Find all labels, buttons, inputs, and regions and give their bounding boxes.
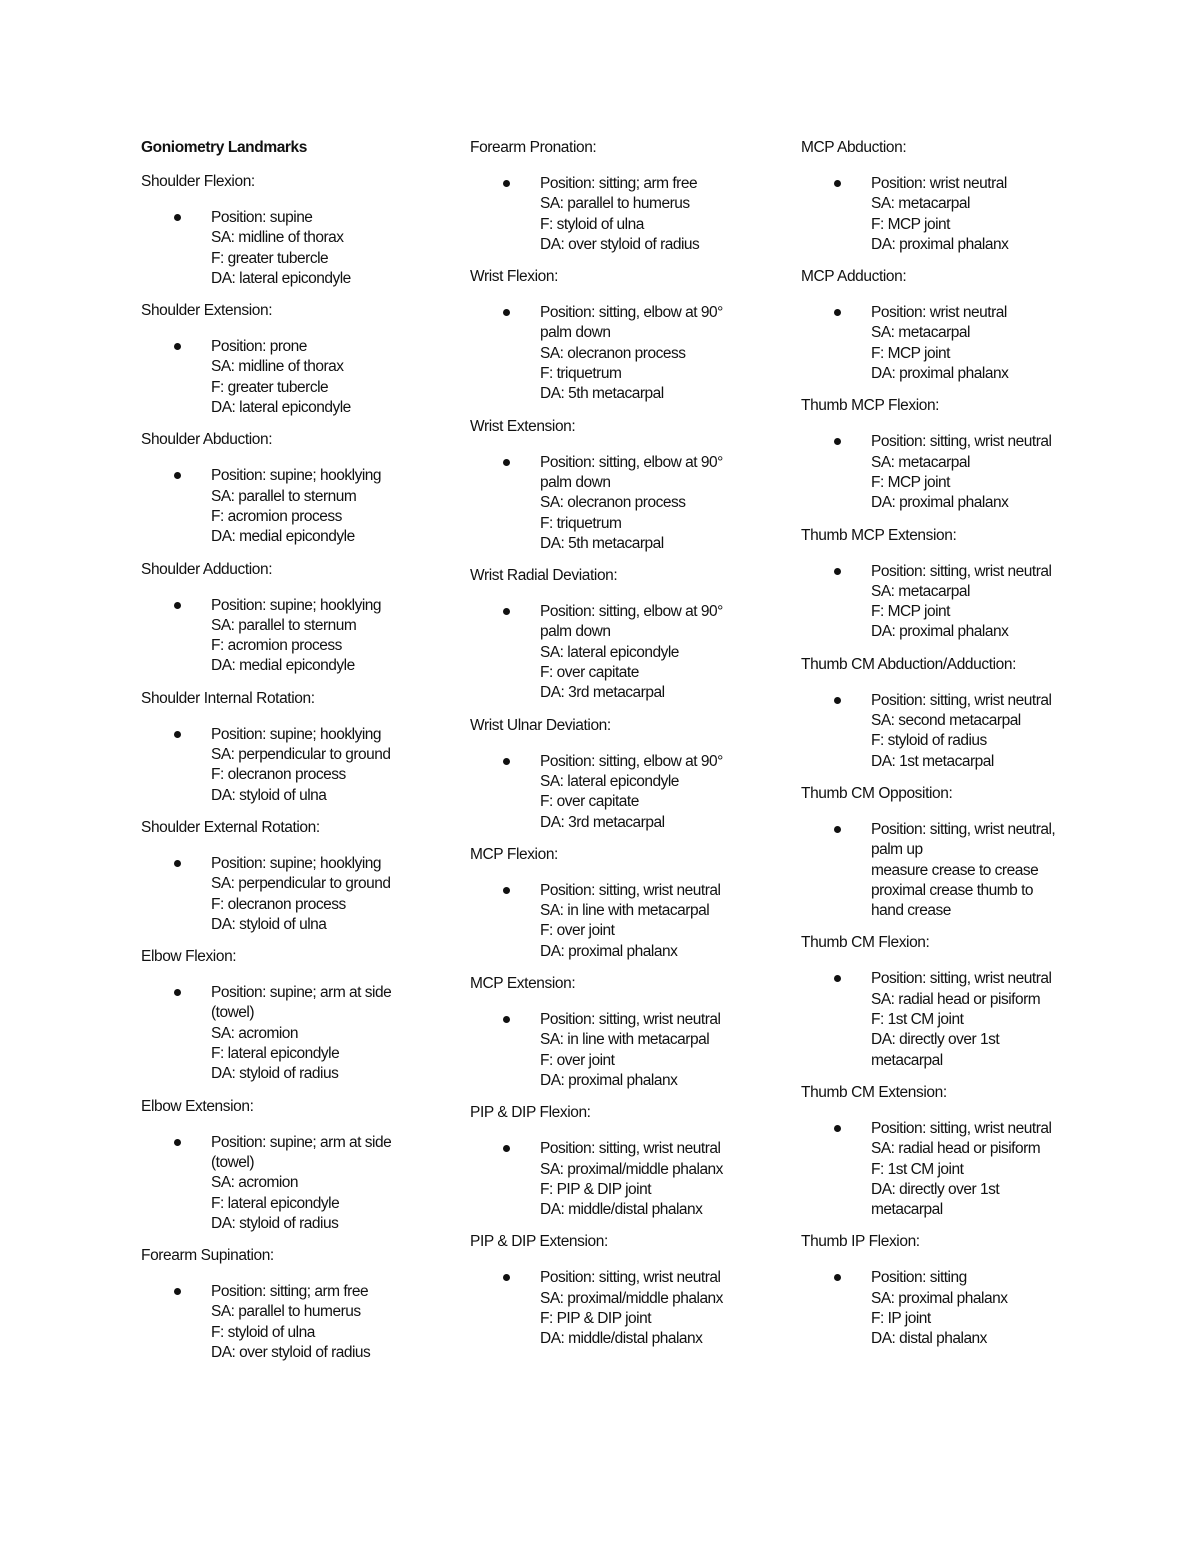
- detail-line: Position: sitting, wrist neutral,: [871, 820, 1056, 838]
- detail-line: F: lateral epicondyle: [211, 1194, 340, 1212]
- detail-line: F: 1st CM joint: [871, 1011, 964, 1029]
- section-heading: Shoulder Abduction:: [141, 431, 273, 449]
- bullet-item: [141, 1282, 441, 1363]
- detail-line: SA: metacarpal: [871, 582, 970, 600]
- bullet-icon: [834, 309, 841, 316]
- section-heading: Thumb CM Flexion:: [801, 934, 930, 952]
- section-heading: Thumb MCP Extension:: [801, 526, 957, 544]
- section-heading: Wrist Extension:: [470, 417, 576, 435]
- bullet-icon: [503, 459, 510, 466]
- detail-line: Position: wrist neutral: [871, 304, 1007, 322]
- bullet-icon: [174, 214, 181, 221]
- section-heading: MCP Abduction:: [801, 139, 907, 156]
- bullet-icon: [834, 568, 841, 575]
- section-heading: Elbow Extension:: [141, 1097, 254, 1115]
- detail-line: DA: over styloid of radius: [540, 235, 700, 253]
- detail-line: SA: midline of thorax: [211, 229, 344, 247]
- detail-line: F: over capitate: [540, 664, 639, 682]
- section-heading: Shoulder Internal Rotation:: [141, 689, 315, 707]
- detail-line: F: triquetrum: [540, 514, 622, 532]
- detail-line: DA: 3rd metacarpal: [540, 684, 665, 702]
- landmark-section: [801, 784, 1101, 921]
- detail-line: F: over joint: [540, 922, 615, 940]
- detail-line: F: greater tubercle: [211, 249, 329, 267]
- detail-line: SA: acromion: [211, 1174, 299, 1192]
- detail-line: Position: sitting, wrist neutral: [871, 691, 1052, 709]
- detail-line: DA: lateral epicondyle: [211, 399, 351, 417]
- detail-line: Position: supine; hooklying: [211, 725, 382, 743]
- section-heading: Shoulder Adduction:: [141, 560, 273, 578]
- section-heading: Thumb MCP Flexion:: [801, 397, 940, 415]
- section-heading: Forearm Supination:: [141, 1247, 274, 1265]
- bullet-item: [141, 1133, 441, 1234]
- landmark-section: [801, 138, 1101, 255]
- bullet-icon: [503, 887, 510, 894]
- landmark-section: [801, 526, 1101, 643]
- detail-line: Position: supine; hooklying: [211, 596, 382, 614]
- landmark-section: [470, 716, 770, 833]
- detail-line: palm down: [540, 324, 611, 342]
- section-heading: Shoulder External Rotation:: [141, 818, 320, 836]
- detail-line: DA: 5th metacarpal: [540, 385, 664, 403]
- landmark-section: [470, 267, 770, 404]
- detail-line: Position: sitting, wrist neutral: [871, 970, 1052, 988]
- detail-line: DA: styloid of radius: [211, 1065, 339, 1083]
- bullet-icon: [834, 1274, 841, 1281]
- landmark-section: [141, 689, 441, 806]
- detail-line: Position: sitting, wrist neutral: [871, 1119, 1052, 1137]
- detail-line: F: olecranon process: [211, 766, 346, 784]
- landmark-section: [141, 560, 441, 677]
- landmark-section: [141, 1097, 441, 1234]
- detail-line: DA: medial epicondyle: [211, 657, 355, 675]
- landmark-section: [141, 430, 441, 547]
- bullet-item: [801, 562, 1101, 643]
- detail-line: SA: in line with metacarpal: [540, 1031, 710, 1049]
- bullet-icon: [174, 343, 181, 350]
- detail-line: F: IP joint: [871, 1309, 931, 1327]
- detail-line: SA: acromion: [211, 1024, 299, 1042]
- detail-line: DA: proximal phalanx: [871, 494, 1009, 512]
- bullet-icon: [174, 1139, 181, 1146]
- bullet-item: [801, 174, 1101, 255]
- landmark-section: [141, 172, 441, 289]
- detail-line: DA: proximal phalanx: [540, 942, 678, 960]
- section-heading: PIP & DIP Extension:: [470, 1233, 608, 1251]
- section-heading: MCP Flexion:: [470, 845, 558, 863]
- bullet-icon: [834, 1125, 841, 1132]
- detail-line: Position: sitting; arm free: [540, 175, 698, 192]
- section-heading: Elbow Flexion:: [141, 948, 237, 966]
- section-heading: MCP Adduction:: [801, 268, 907, 286]
- detail-line: palm up: [871, 841, 923, 859]
- detail-line: DA: 3rd metacarpal: [540, 813, 665, 831]
- bullet-item: [470, 1268, 770, 1349]
- bullet-item: [141, 983, 441, 1084]
- detail-line: F: triquetrum: [540, 365, 622, 383]
- section-heading: Wrist Ulnar Deviation:: [470, 716, 611, 734]
- section-heading: PIP & DIP Flexion:: [470, 1104, 591, 1122]
- landmark-section: [801, 933, 1101, 1070]
- detail-line: SA: in line with metacarpal: [540, 902, 710, 920]
- detail-line: F: PIP & DIP joint: [540, 1180, 652, 1198]
- bullet-item: [801, 691, 1101, 772]
- detail-line: Position: supine; arm at side: [211, 1133, 392, 1151]
- detail-line: SA: olecranon process: [540, 344, 686, 362]
- bullet-icon: [174, 472, 181, 479]
- landmark-section: [141, 301, 441, 418]
- detail-line: Position: supine: [211, 209, 313, 226]
- detail-line: hand crease: [871, 902, 951, 920]
- detail-line: DA: proximal phalanx: [871, 365, 1009, 383]
- detail-line: SA: metacarpal: [871, 324, 970, 342]
- bullet-item: [470, 1139, 770, 1220]
- bullet-icon: [174, 989, 181, 996]
- bullet-item: [470, 174, 770, 255]
- detail-line: F: styloid of ulna: [211, 1323, 315, 1341]
- detail-line: DA: middle/distal phalanx: [540, 1201, 703, 1219]
- detail-line: SA: perpendicular to ground: [211, 875, 391, 893]
- bullet-icon: [174, 860, 181, 867]
- detail-line: metacarpal: [871, 1201, 943, 1219]
- detail-line: SA: parallel to sternum: [211, 616, 357, 634]
- section-heading: Shoulder Extension:: [141, 302, 273, 320]
- detail-line: F: acromion process: [211, 507, 342, 525]
- landmark-section: [141, 1246, 441, 1363]
- detail-line: Position: sitting: [871, 1269, 967, 1287]
- bullet-item: [801, 969, 1101, 1070]
- bullet-item: [470, 752, 770, 833]
- detail-line: DA: proximal phalanx: [871, 623, 1009, 641]
- detail-line: proximal crease thumb to: [871, 881, 1034, 899]
- bullet-item: [801, 1268, 1101, 1349]
- section-heading: Thumb CM Abduction/Adduction:: [801, 655, 1016, 673]
- detail-line: DA: proximal phalanx: [540, 1071, 678, 1089]
- bullet-item: [801, 1119, 1101, 1220]
- bullet-icon: [503, 758, 510, 765]
- bullet-item: [470, 303, 770, 404]
- bullet-item: [141, 208, 441, 289]
- detail-line: SA: radial head or pisiform: [871, 1140, 1041, 1158]
- detail-line: F: acromion process: [211, 637, 342, 655]
- detail-line: F: PIP & DIP joint: [540, 1309, 652, 1327]
- detail-line: Position: sitting, elbow at 90°: [540, 304, 723, 322]
- detail-line: SA: parallel to humerus: [540, 195, 690, 213]
- detail-line: F: MCP joint: [871, 473, 950, 491]
- detail-line: DA: directly over 1st: [871, 1031, 1000, 1049]
- detail-line: Position: sitting, wrist neutral: [871, 433, 1052, 451]
- bullet-icon: [834, 180, 841, 187]
- document-title: Goniometry Landmarks: [141, 139, 307, 156]
- detail-line: F: MCP joint: [871, 215, 950, 233]
- detail-line: F: MCP joint: [871, 344, 950, 362]
- bullet-icon: [834, 826, 841, 833]
- detail-line: DA: styloid of ulna: [211, 915, 327, 933]
- bullet-icon: [174, 731, 181, 738]
- bullet-item: [470, 453, 770, 554]
- detail-line: DA: directly over 1st: [871, 1180, 1000, 1198]
- bullet-icon: [834, 975, 841, 982]
- detail-line: Position: sitting, elbow at 90°: [540, 453, 723, 471]
- section-heading: Forearm Pronation:: [470, 139, 597, 156]
- column-3: [801, 138, 1101, 1362]
- detail-line: (towel): [211, 1004, 255, 1022]
- bullet-item: [470, 602, 770, 703]
- detail-line: Position: sitting, wrist neutral: [540, 881, 721, 899]
- bullet-icon: [174, 602, 181, 609]
- detail-line: DA: proximal phalanx: [871, 235, 1009, 253]
- detail-line: F: lateral epicondyle: [211, 1045, 340, 1063]
- bullet-icon: [174, 1288, 181, 1295]
- detail-line: Position: sitting, elbow at 90°: [540, 752, 723, 770]
- section-heading: Thumb CM Opposition:: [801, 784, 953, 802]
- column-2: [470, 138, 770, 1362]
- landmark-section: [470, 1103, 770, 1220]
- bullet-icon: [503, 608, 510, 615]
- section-heading: Shoulder Flexion:: [141, 173, 255, 190]
- landmark-section: [801, 1232, 1101, 1349]
- bullet-icon: [503, 1145, 510, 1152]
- detail-line: F: MCP joint: [871, 603, 950, 621]
- detail-line: SA: proximal/middle phalanx: [540, 1160, 723, 1178]
- landmark-section: [470, 1232, 770, 1349]
- landmark-section: [470, 138, 770, 255]
- detail-line: Position: wrist neutral: [871, 175, 1007, 192]
- detail-line: SA: lateral epicondyle: [540, 772, 679, 790]
- detail-line: SA: proximal/middle phalanx: [540, 1289, 723, 1307]
- detail-line: DA: 5th metacarpal: [540, 534, 664, 552]
- detail-line: DA: lateral epicondyle: [211, 269, 351, 287]
- detail-line: SA: midline of thorax: [211, 358, 344, 376]
- section-heading: Wrist Radial Deviation:: [470, 567, 618, 585]
- detail-line: F: styloid of ulna: [540, 215, 644, 233]
- detail-line: F: olecranon process: [211, 895, 346, 913]
- detail-line: metacarpal: [871, 1051, 943, 1069]
- detail-line: F: 1st CM joint: [871, 1160, 964, 1178]
- detail-line: palm down: [540, 623, 611, 641]
- detail-line: Position: supine; hooklying: [211, 854, 382, 872]
- detail-line: SA: second metacarpal: [871, 712, 1021, 730]
- landmark-section: [470, 974, 770, 1091]
- bullet-icon: [834, 438, 841, 445]
- landmark-section: [470, 566, 770, 703]
- detail-line: Position: sitting, wrist neutral: [540, 1269, 721, 1287]
- bullet-item: [141, 466, 441, 547]
- bullet-icon: [834, 697, 841, 704]
- landmark-section: [801, 655, 1101, 772]
- bullet-item: [470, 1010, 770, 1091]
- detail-line: SA: metacarpal: [871, 195, 970, 213]
- bullet-item: [801, 303, 1101, 384]
- detail-line: F: greater tubercle: [211, 378, 329, 396]
- detail-line: SA: proximal phalanx: [871, 1289, 1008, 1307]
- column-1: [141, 138, 441, 1375]
- detail-line: DA: styloid of ulna: [211, 786, 327, 804]
- landmark-section: [801, 1083, 1101, 1220]
- detail-line: Position: sitting, wrist neutral: [871, 562, 1052, 580]
- detail-line: measure crease to crease: [871, 861, 1039, 879]
- detail-line: SA: metacarpal: [871, 453, 970, 471]
- bullet-item: [141, 854, 441, 935]
- bullet-icon: [503, 1274, 510, 1281]
- detail-line: SA: parallel to sternum: [211, 487, 357, 505]
- detail-line: Position: sitting, wrist neutral: [540, 1011, 721, 1029]
- detail-line: F: styloid of radius: [871, 732, 987, 750]
- detail-line: DA: over styloid of radius: [211, 1343, 371, 1361]
- bullet-item: [470, 881, 770, 962]
- detail-line: F: over joint: [540, 1051, 615, 1069]
- detail-line: SA: olecranon process: [540, 494, 686, 512]
- section-heading: Wrist Flexion:: [470, 268, 558, 286]
- section-heading: Thumb CM Extension:: [801, 1083, 947, 1101]
- landmark-section: [470, 845, 770, 962]
- bullet-item: [141, 596, 441, 677]
- landmark-section: [141, 818, 441, 935]
- detail-line: SA: lateral epicondyle: [540, 643, 679, 661]
- detail-line: F: over capitate: [540, 793, 639, 811]
- detail-line: Position: prone: [211, 338, 307, 356]
- bullet-icon: [503, 180, 510, 187]
- landmark-section: [470, 417, 770, 554]
- bullet-item: [141, 337, 441, 418]
- bullet-item: [141, 725, 441, 806]
- detail-line: DA: 1st metacarpal: [871, 752, 994, 770]
- detail-line: Position: sitting, elbow at 90°: [540, 603, 723, 621]
- bullet-item: [801, 820, 1101, 921]
- bullet-item: [801, 432, 1101, 513]
- landmark-section: [141, 947, 441, 1084]
- detail-line: SA: parallel to humerus: [211, 1303, 361, 1321]
- detail-line: SA: radial head or pisiform: [871, 990, 1041, 1008]
- detail-line: DA: distal phalanx: [871, 1330, 987, 1348]
- bullet-icon: [503, 1016, 510, 1023]
- detail-line: DA: middle/distal phalanx: [540, 1330, 703, 1348]
- detail-line: DA: styloid of radius: [211, 1214, 339, 1232]
- detail-line: palm down: [540, 473, 611, 491]
- detail-line: DA: medial epicondyle: [211, 528, 355, 546]
- detail-line: Position: supine; arm at side: [211, 984, 392, 1002]
- bullet-icon: [503, 309, 510, 316]
- detail-line: Position: sitting, wrist neutral: [540, 1140, 721, 1158]
- landmark-section: [801, 396, 1101, 513]
- detail-line: Position: sitting; arm free: [211, 1283, 369, 1301]
- landmark-section: [801, 267, 1101, 384]
- section-heading: MCP Extension:: [470, 975, 576, 993]
- detail-line: Position: supine; hooklying: [211, 467, 382, 485]
- section-heading: Thumb IP Flexion:: [801, 1233, 920, 1251]
- detail-line: (towel): [211, 1153, 255, 1171]
- detail-line: SA: perpendicular to ground: [211, 746, 391, 764]
